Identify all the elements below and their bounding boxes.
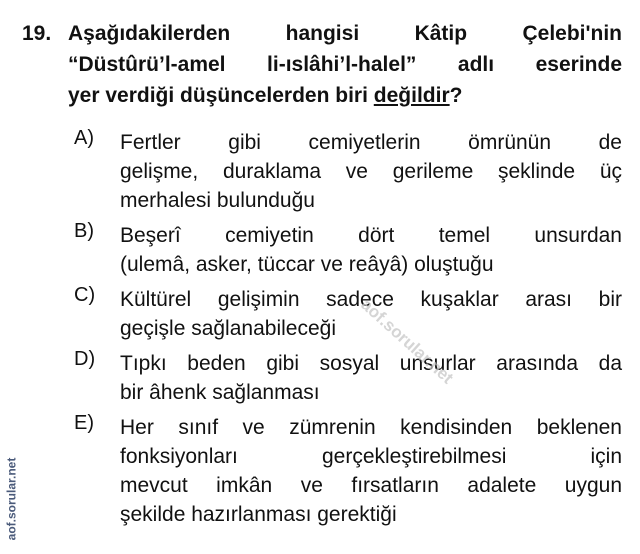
diagonal-watermark: aof.sorular.net [357, 295, 458, 388]
option-d[interactable] [74, 349, 622, 407]
option-c[interactable] [74, 285, 622, 343]
option-line: şekilde hazırlanması gerektiği [120, 503, 397, 526]
option-line: Her sınıf ve zümrenin kendisinden beklenen [120, 416, 622, 439]
question-number: 19. [22, 22, 52, 45]
option-line: mevcut imkân ve fırsatların adalete uygun [120, 474, 622, 497]
option-line: Beşerî cemiyetin dört temel unsurdan [120, 224, 622, 247]
option-a[interactable] [74, 128, 622, 215]
option-line: fonksiyonları gerçekleştirebilmesi için [120, 445, 622, 468]
option-letter: E) [74, 412, 94, 434]
option-text [120, 349, 622, 407]
question-line: “Düstûrü’l-amel li-ıslâhi’l-halel” adlı eserinde [68, 53, 622, 76]
option-line: merhalesi bulunduğu [120, 189, 315, 212]
option-letter: D) [74, 348, 96, 370]
side-watermark [4, 452, 19, 547]
option-text [120, 413, 622, 529]
option-letter: A) [74, 127, 94, 149]
option-line: Kültürel gelişimin sadece kuşaklar arası bir [120, 288, 622, 311]
option-line: geçişle sağlanabileceği [120, 317, 336, 340]
answer-options [74, 128, 622, 535]
option-line: (ulemâ, asker, tüccar ve reâyâ) oluştuğu [120, 253, 494, 276]
question-line-final [68, 80, 622, 111]
question-line: yer verdiği düşüncelerden biri [68, 84, 368, 107]
option-b[interactable] [74, 221, 622, 279]
option-text [120, 128, 622, 215]
option-line: Fertler gibi cemiyetlerin ömrünün de [120, 131, 622, 154]
option-text [120, 221, 622, 279]
option-line: Tıpkı beden gibi sosyal unsurlar arasında da [120, 352, 622, 375]
question-emphasis: değildir [373, 84, 450, 107]
question-text [68, 18, 622, 111]
option-letter: C) [74, 284, 96, 306]
option-letter: B) [74, 220, 94, 242]
side-watermark-text: aof.sorular.net [4, 457, 19, 541]
option-line: bir âhenk sağlanması [120, 381, 320, 404]
question-line: Aşağıdakilerden hangisi Kâtip Çelebi'nin [68, 22, 622, 45]
question-block [22, 18, 622, 111]
option-e[interactable] [74, 413, 622, 529]
option-line: gelişme, duraklama ve gerileme şeklinde üç [120, 160, 622, 183]
question-mark: ? [449, 84, 463, 107]
